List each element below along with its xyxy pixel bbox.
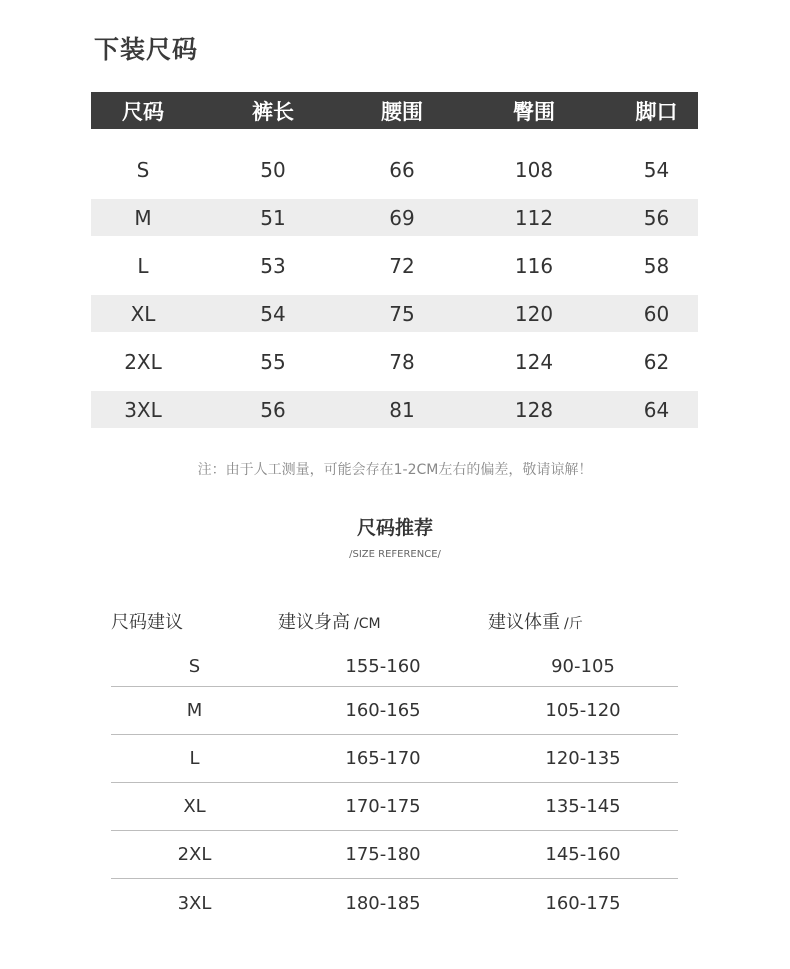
cell-hem: 60: [643, 301, 670, 326]
cell-size: 2XL: [124, 350, 162, 374]
cell-hip: 108: [514, 158, 554, 182]
cell-size: XL: [183, 796, 206, 817]
header-hip: 臀围: [513, 99, 555, 124]
table-row: [111, 831, 678, 879]
cell-weight: 145-160: [545, 844, 621, 865]
cell-hem: 58: [643, 254, 670, 278]
header-size-suggestion: [111, 608, 278, 634]
cell-waist: 72: [389, 254, 415, 278]
cell-hip: 112: [514, 205, 554, 230]
recommendation-table: [111, 606, 678, 927]
header-unit: /斤: [564, 616, 583, 632]
cell-size: M: [134, 205, 152, 230]
header-label: 建议体重: [488, 612, 560, 633]
cell-hip: 116: [514, 254, 554, 278]
cell-weight: 160-175: [545, 892, 621, 914]
cell-waist: 69: [389, 205, 415, 230]
cell-pants-length: 51: [260, 205, 286, 230]
page-title: 下装尺码: [94, 35, 199, 64]
header-waist: 腰围: [381, 99, 423, 124]
size-table-body: [91, 146, 698, 428]
measurement-note: 注：由于人工测量，可能会存在1-2CM左右的偏差，敬请谅解！: [197, 462, 593, 478]
cell-pants-length: 54: [260, 301, 286, 326]
table-row: [111, 687, 678, 735]
header-size: 尺码: [122, 99, 164, 124]
cell-size: 3XL: [177, 892, 212, 914]
cell-size: 2XL: [177, 844, 212, 865]
table-row: [91, 199, 698, 236]
recommendation-title: 尺码推荐: [356, 517, 433, 539]
cell-pants-length: 55: [260, 350, 286, 374]
cell-weight: 105-120: [545, 700, 621, 721]
cell-size: M: [186, 700, 203, 721]
cell-height: 175-180: [345, 844, 421, 865]
cell-hem: 64: [643, 397, 670, 422]
cell-pants-length: 53: [260, 254, 286, 278]
header-hem: 脚口: [635, 99, 678, 124]
cell-hip: 124: [514, 350, 554, 374]
size-table-header: [91, 92, 698, 129]
cell-size: L: [137, 254, 149, 278]
cell-weight: 90-105: [551, 655, 615, 677]
cell-hem: 62: [643, 350, 670, 374]
table-row: [91, 391, 698, 428]
cell-waist: 78: [389, 350, 415, 374]
cell-size: L: [189, 748, 200, 769]
cell-height: 165-170: [345, 748, 421, 769]
size-table: [91, 92, 698, 434]
cell-height: 180-185: [345, 892, 421, 914]
table-row: [111, 646, 678, 687]
cell-pants-length: 50: [260, 158, 286, 182]
header-height: [278, 608, 488, 634]
cell-size: 3XL: [124, 397, 162, 422]
recommendation-body: [111, 646, 678, 927]
table-row: [91, 146, 698, 194]
cell-height: 170-175: [345, 796, 421, 817]
cell-hem: 56: [643, 205, 670, 230]
cell-hip: 128: [514, 397, 554, 422]
header-pants-length: 裤长: [252, 99, 294, 124]
cell-pants-length: 56: [260, 397, 286, 422]
cell-hip: 120: [514, 301, 554, 326]
table-row: [91, 338, 698, 386]
table-row: [91, 295, 698, 332]
cell-weight: 135-145: [545, 796, 621, 817]
table-row: [91, 242, 698, 290]
header-label: 建议身高: [278, 612, 350, 633]
cell-waist: 66: [389, 158, 415, 182]
header-unit: /CM: [354, 616, 381, 632]
recommendation-header: [111, 606, 678, 636]
cell-hem: 54: [643, 158, 670, 182]
table-row: [111, 879, 678, 927]
header-weight: [488, 608, 678, 634]
cell-waist: 81: [389, 397, 415, 422]
cell-waist: 75: [389, 301, 415, 326]
cell-size: XL: [130, 301, 156, 326]
table-row: [111, 735, 678, 783]
cell-size: S: [188, 655, 201, 677]
recommendation-subtitle: /SIZE REFERENCE/: [349, 549, 441, 560]
cell-weight: 120-135: [545, 748, 621, 769]
cell-height: 155-160: [345, 655, 421, 677]
cell-size: S: [136, 158, 150, 182]
table-row: [111, 783, 678, 831]
cell-height: 160-165: [345, 700, 421, 721]
header-label: 尺码建议: [111, 612, 183, 633]
